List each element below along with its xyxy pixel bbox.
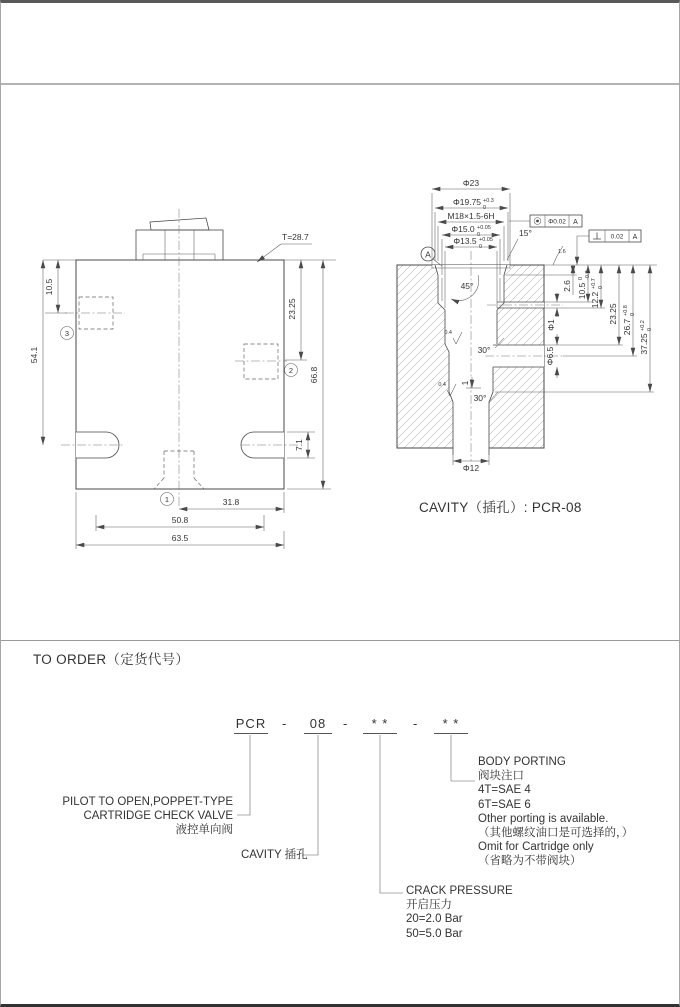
perpendicularity-value: 0.02 (610, 233, 624, 241)
model-legend-line2: CARTRIDGE CHECK VALVE (83, 810, 233, 823)
model-legend-zh: 液控单向阀 (175, 824, 233, 837)
code-dash-1: - (282, 716, 287, 731)
code-cavity: 08 (304, 716, 332, 734)
crack-pressure-opt-50: 50=5.0 Bar (406, 927, 463, 940)
concentricity-icon (534, 218, 541, 225)
svg-text:37.25: 37.25 (639, 333, 649, 355)
dim-66.8: 66.8 (309, 366, 319, 384)
dim-50.8: 50.8 (171, 515, 189, 525)
order-code-connectors (237, 735, 475, 893)
body-porting-opt-6t: 6T=SAE 6 (478, 798, 531, 811)
roughness-top-value: 1.6 (558, 249, 566, 255)
dim-63.5: 63.5 (171, 533, 189, 543)
dim-37.25 (639, 320, 653, 355)
body-dimensions (29, 232, 331, 549)
dim-t-28.7: T=28.7 (282, 232, 309, 242)
code-dash-2: - (343, 716, 348, 731)
body-porting-note1-zh: （其他螺纹油口是可选择的，） (478, 827, 634, 840)
svg-text:0: 0 (598, 285, 604, 289)
model-legend (31, 795, 233, 838)
port-3-number: 3 (64, 329, 70, 338)
angle-45: 45° (460, 281, 474, 291)
dim-phi19.75-sub: 0 (483, 205, 487, 211)
dim-phi13.5: Φ13.5 (453, 236, 477, 246)
crack-pressure-title: CRACK PRESSURE (406, 885, 513, 897)
svg-text:26.7: 26.7 (622, 318, 632, 336)
dim-10.5: 10.5 (44, 278, 54, 296)
dim-thread-m18: M18×1.5-6H (447, 211, 495, 221)
port-2-number: 2 (288, 366, 294, 375)
body-porting-opt-4t: 4T=SAE 4 (478, 784, 531, 797)
dim-phi13.5-sub: 0 (479, 244, 483, 250)
code-model: PCR (234, 716, 268, 734)
port-2-balloon (285, 364, 298, 377)
svg-text:10.5: 10.5 (577, 282, 587, 300)
cavity-legend (241, 848, 308, 862)
dim-phi1: Φ1 (546, 319, 556, 331)
port-1-number: 1 (164, 495, 170, 504)
cavity-section-view (397, 178, 657, 473)
port-1-balloon (161, 493, 174, 506)
dim-23.25-body: 23.25 (287, 298, 297, 320)
cavity-caption: CAVITY（插孔）: PCR-08 (419, 500, 582, 515)
hex-nut (136, 218, 223, 260)
concentricity-tolerance-frame (509, 215, 582, 227)
svg-text:+0.7: +0.7 (591, 278, 597, 289)
dim-26.7 (622, 305, 636, 335)
datum-a-balloon (421, 247, 442, 266)
crack-pressure-zh: 开启压力 (406, 899, 452, 912)
dim-54.1: 54.1 (29, 346, 39, 364)
port-3-outline (65, 297, 125, 329)
crack-pressure-opt-20: 20=2.0 Bar (406, 913, 463, 926)
svg-text:12.2: 12.2 (590, 291, 600, 309)
roughness-seat2-value: 0.4 (438, 382, 446, 388)
model-legend-line1: PILOT TO OPEN,POPPET-TYPE (62, 796, 233, 808)
dim-phi15.0-sub: 0 (477, 232, 481, 238)
roughness-seat1-value: 0.4 (444, 330, 452, 336)
body-porting-note1: Other porting is available. (478, 812, 609, 825)
svg-text:0: 0 (630, 312, 636, 316)
concentricity-datum: A (573, 219, 578, 226)
code-dash-3: - (413, 716, 418, 731)
code-body-porting: * * (434, 716, 468, 734)
code-crack-pressure: * * (363, 716, 397, 734)
dim-phi19.75: Φ19.75 (452, 197, 482, 207)
dim-phi23: Φ23 (462, 178, 480, 188)
dim-phi6.5: Φ6.5 (545, 346, 555, 366)
dim-23.25-cavity: 23.25 (608, 303, 618, 325)
port-3-balloon (61, 327, 74, 340)
angle-30-lower: 30° (473, 393, 487, 403)
perpendicularity-tolerance-frame (577, 230, 641, 265)
datum-a-label: A (425, 249, 431, 260)
svg-text:+0.2: +0.2 (640, 320, 646, 331)
body-porting-zh: 阀块注口 (478, 770, 524, 783)
dim-31.8: 31.8 (222, 497, 240, 507)
svg-text:+0.8: +0.8 (623, 305, 629, 316)
crack-pressure-legend (406, 884, 513, 941)
cavity-legend-text: CAVITY 插孔 (241, 849, 308, 861)
order-section-title: TO ORDER（定货代号） (33, 652, 190, 667)
body-porting-title: BODY PORTING (478, 756, 566, 768)
angle-30-upper: 30° (477, 345, 491, 355)
body-porting-legend (478, 755, 633, 869)
dim-phi13.5-sup: +0.05 (479, 237, 493, 243)
dim-7.1: 7.1 (294, 439, 304, 451)
perpendicularity-icon (593, 233, 601, 240)
valve-body-view (29, 209, 336, 549)
angle-15: 15° (519, 228, 532, 238)
svg-text:-0.2: -0.2 (585, 270, 591, 280)
dim-phi15.0-sup: +0.05 (477, 225, 491, 231)
body-porting-note2-zh: （省略为不带阀块） (478, 855, 582, 868)
dim-12.2 (590, 278, 604, 308)
dim-phi15.0: Φ15.0 (451, 224, 475, 234)
perpendicularity-datum: A (632, 234, 638, 241)
dim-phi12: Φ12 (462, 463, 480, 473)
body-porting-note2: Omit for Cartridge only (478, 841, 594, 854)
dim-2.6: 2.6 (562, 280, 572, 292)
dim-phi19.75-sup: +0.3 (483, 198, 494, 204)
port-2-outline (235, 344, 287, 379)
svg-text:0: 0 (647, 327, 653, 331)
dim-10.5-cavity (577, 271, 591, 300)
dim-step-1: 1 (460, 380, 470, 386)
concentricity-value: Φ0.02 (548, 218, 566, 226)
svg-text:0: 0 (578, 276, 584, 280)
